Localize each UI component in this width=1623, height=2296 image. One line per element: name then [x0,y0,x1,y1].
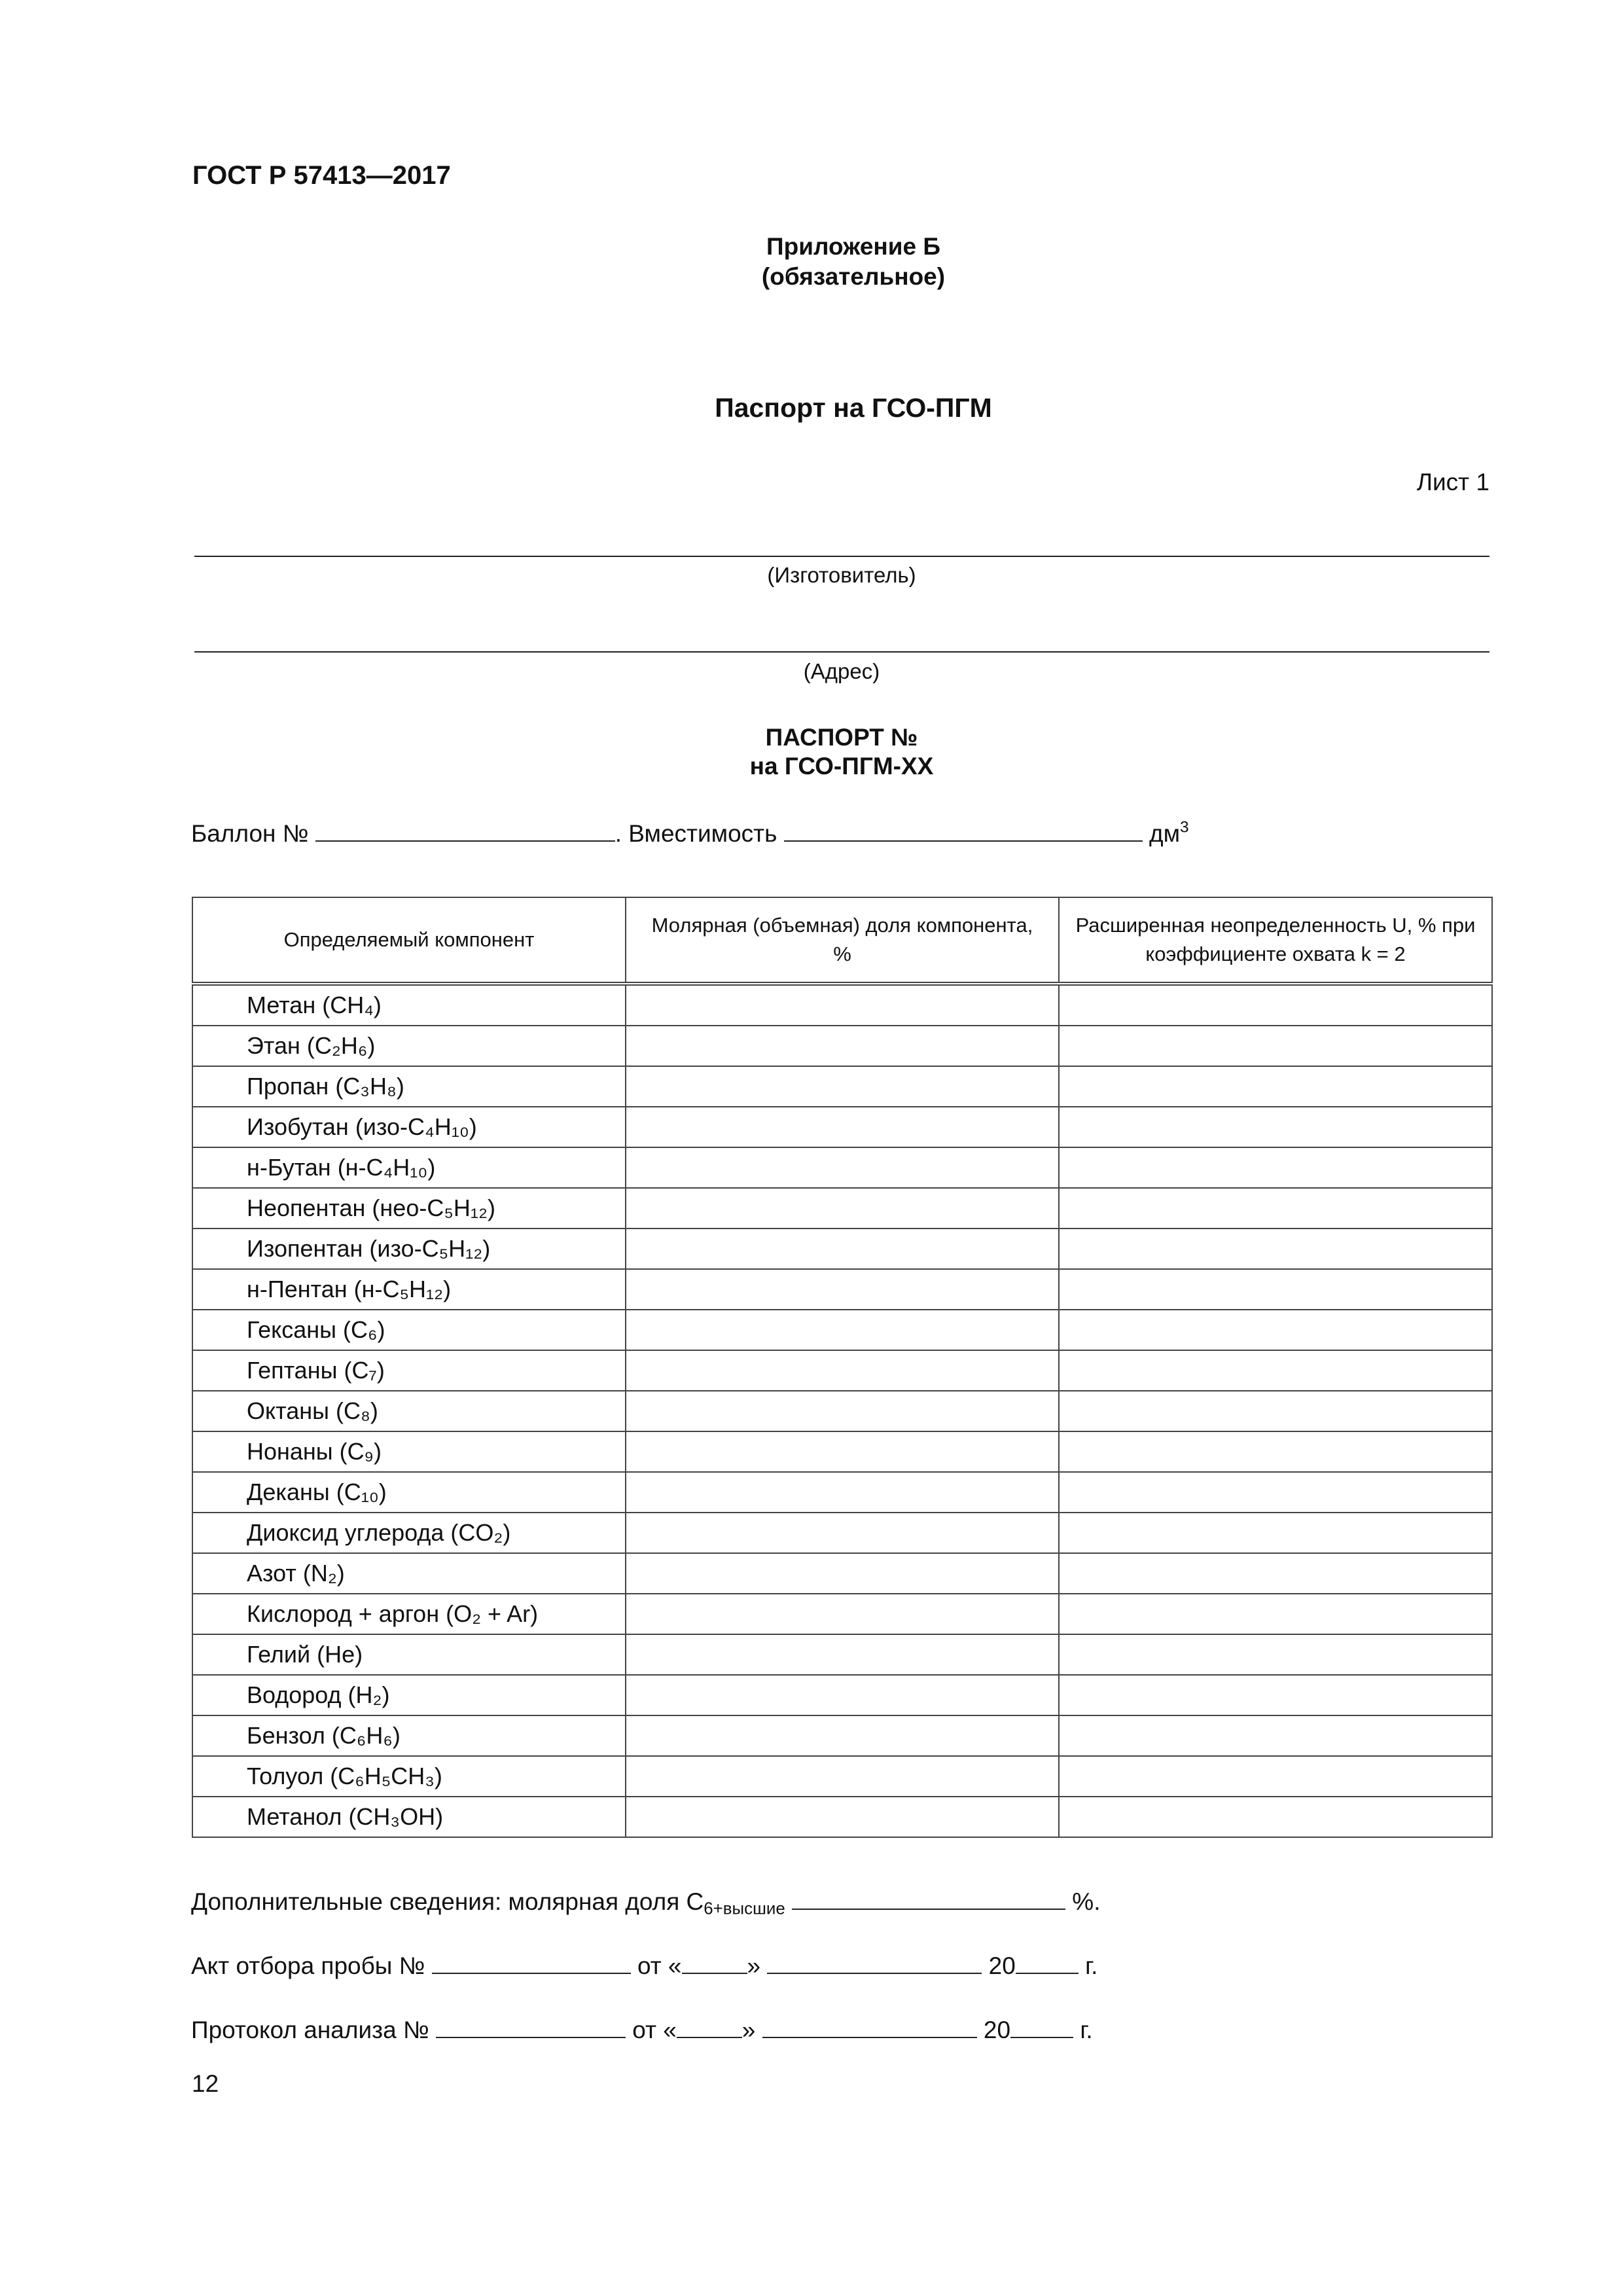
table-row [192,1797,1492,1837]
table-row [192,1513,1492,1553]
additional-subscript: 6+высшие [704,1899,785,1918]
address-caption: (Адрес) [803,659,880,683]
table-row [192,1715,1492,1756]
cylinder-line [191,817,1189,848]
uncertainty-cell[interactable] [1059,1553,1492,1594]
header-molar-fraction: Молярная (объемная) доля компонента, % [626,897,1059,984]
act-day-blank[interactable] [682,1949,747,1974]
component-name: Метан (CH₄) [192,984,626,1026]
component-name: Кислород + аргон (O₂ + Ar) [192,1594,626,1634]
uncertainty-cell[interactable] [1059,1797,1492,1837]
molar-fraction-cell[interactable] [626,1391,1059,1431]
protocol-month-blank[interactable] [762,2013,977,2038]
page-number: 12 [192,2070,219,2097]
appendix-status: (обязательное) [761,263,946,290]
molar-fraction-cell[interactable] [626,1797,1059,1837]
analysis-protocol-line [191,2013,1093,2044]
component-name: Деканы (C₁₀) [192,1472,626,1513]
capacity-blank[interactable] [784,817,1143,842]
protocol-year-blank[interactable] [1010,2013,1073,2038]
uncertainty-cell[interactable] [1059,1188,1492,1229]
molar-fraction-cell[interactable] [626,1553,1059,1594]
protocol-day-blank[interactable] [677,2013,742,2038]
table-row [192,1391,1492,1431]
table-row [192,1147,1492,1188]
table-row [192,1472,1492,1513]
act-from-label: от « [637,1952,682,1979]
table-row [192,1188,1492,1229]
component-name: Толуол (C₆H₅CH₃) [192,1756,626,1797]
uncertainty-cell[interactable] [1059,1310,1492,1350]
molar-fraction-cell[interactable] [626,1188,1059,1229]
uncertainty-cell[interactable] [1059,1350,1492,1391]
component-name: н-Пентан (н-C₅H₁₂) [192,1269,626,1310]
capacity-label: . Вместимость [615,820,777,847]
act-quote-close: » [747,1952,761,1979]
molar-fraction-cell[interactable] [626,1634,1059,1675]
act-label: Акт отбора пробы № [191,1952,425,1979]
table-row [192,984,1492,1026]
act-year-blank[interactable] [1016,1949,1079,1974]
passport-subject: на ГСО-ПГМ-XX [749,753,934,780]
table-row [192,1675,1492,1715]
component-name: Гелий (He) [192,1634,626,1675]
molar-fraction-cell[interactable] [626,984,1059,1026]
uncertainty-cell[interactable] [1059,1715,1492,1756]
component-name: н-Бутан (н-C₄H₁₀) [192,1147,626,1188]
cylinder-number-label: Баллон № [191,820,309,847]
molar-fraction-cell[interactable] [626,1675,1059,1715]
additional-fraction-blank[interactable] [792,1885,1065,1910]
component-name: Изопентан (изо-C₅H₁₂) [192,1229,626,1269]
molar-fraction-cell[interactable] [626,1756,1059,1797]
uncertainty-cell[interactable] [1059,1147,1492,1188]
component-table [192,897,1493,1838]
appendix-title: Приложение Б [766,233,940,260]
molar-fraction-cell[interactable] [626,1350,1059,1391]
table-row [192,1066,1492,1107]
maker-input-line[interactable] [194,556,1489,557]
passport-title: Паспорт на ГСО-ПГМ [715,393,992,423]
table-row [192,1350,1492,1391]
additional-label: Дополнительные сведения: молярная доля C [191,1888,704,1915]
component-name: Неопентан (нео-C₅H₁₂) [192,1188,626,1229]
table-row [192,1431,1492,1472]
table-row [192,1269,1492,1310]
table-row [192,1634,1492,1675]
uncertainty-cell[interactable] [1059,984,1492,1026]
uncertainty-cell[interactable] [1059,1026,1492,1066]
protocol-label: Протокол анализа № [191,2017,429,2043]
molar-fraction-cell[interactable] [626,1147,1059,1188]
act-month-blank[interactable] [767,1949,982,1974]
table-row [192,1026,1492,1066]
protocol-number-blank[interactable] [436,2013,626,2038]
document-code: ГОСТ Р 57413—2017 [192,161,451,190]
sampling-act-line [191,1949,1097,1980]
uncertainty-cell[interactable] [1059,1675,1492,1715]
capacity-unit: $дм^3$ [1149,818,1189,847]
component-name: Водород (H₂) [192,1675,626,1715]
act-year-suffix: г. [1085,1952,1098,1979]
table-row [192,1310,1492,1350]
molar-fraction-cell[interactable] [626,1310,1059,1350]
address-input-line[interactable] [194,651,1489,653]
uncertainty-cell[interactable] [1059,1107,1492,1147]
act-year-prefix: 20 [988,1952,1016,1979]
component-name: Азот (N₂) [192,1553,626,1594]
passport-number-label: ПАСПОРТ № [765,724,918,751]
molar-fraction-cell[interactable] [626,1269,1059,1310]
uncertainty-cell[interactable] [1059,1229,1492,1269]
component-name: Этан (C₂H₆) [192,1026,626,1066]
act-number-blank[interactable] [432,1949,631,1974]
uncertainty-cell[interactable] [1059,1634,1492,1675]
protocol-from-label: от « [632,2017,677,2043]
uncertainty-cell[interactable] [1059,1431,1492,1472]
uncertainty-cell[interactable] [1059,1269,1492,1310]
component-name: Гептаны (C₇) [192,1350,626,1391]
table-row [192,1594,1492,1634]
component-name: Октаны (C₈) [192,1391,626,1431]
uncertainty-cell[interactable] [1059,1594,1492,1634]
molar-fraction-cell[interactable] [626,1107,1059,1147]
molar-fraction-cell[interactable] [626,1513,1059,1553]
protocol-year-suffix: г. [1080,2017,1093,2043]
table-row [192,1756,1492,1797]
uncertainty-cell[interactable] [1059,1756,1492,1797]
cylinder-number-blank[interactable] [315,817,615,842]
component-name: Диоксид углерода (CO₂) [192,1513,626,1553]
component-name: Бензол (C₆H₆) [192,1715,626,1756]
table-header-row [192,897,1492,984]
uncertainty-cell[interactable] [1059,1513,1492,1553]
component-name: Метанол (CH₃OH) [192,1797,626,1837]
uncertainty-cell[interactable] [1059,1066,1492,1107]
table-row [192,1229,1492,1269]
uncertainty-cell[interactable] [1059,1391,1492,1431]
additional-info-line [191,1885,1100,1916]
component-name: Гексаны (C₆) [192,1310,626,1350]
table-row [192,1107,1492,1147]
molar-fraction-cell[interactable] [626,1431,1059,1472]
molar-fraction-cell[interactable] [626,1026,1059,1066]
protocol-year-prefix: 20 [983,2017,1011,2043]
header-uncertainty: Расширенная неопределенность U, % при коэффициенте охвата k = 2 [1059,897,1492,984]
protocol-quote-close: » [741,2017,756,2043]
molar-fraction-cell[interactable] [626,1594,1059,1634]
header-component: Определяемый компонент [192,897,626,984]
sheet-label: Лист 1 [1416,469,1489,495]
component-name: Нонаны (C₉) [192,1431,626,1472]
appendix-heading [0,232,1623,292]
molar-fraction-cell[interactable] [626,1066,1059,1107]
table-row [192,1553,1492,1594]
molar-fraction-cell[interactable] [626,1715,1059,1756]
maker-caption: (Изготовитель) [767,563,916,587]
component-name: Пропан (C₃H₈) [192,1066,626,1107]
passport-number-heading [0,723,1623,781]
molar-fraction-cell[interactable] [626,1472,1059,1513]
molar-fraction-cell[interactable] [626,1229,1059,1269]
uncertainty-cell[interactable] [1059,1472,1492,1513]
component-name: Изобутан (изо-C₄H₁₀) [192,1107,626,1147]
additional-unit: %. [1072,1888,1101,1915]
